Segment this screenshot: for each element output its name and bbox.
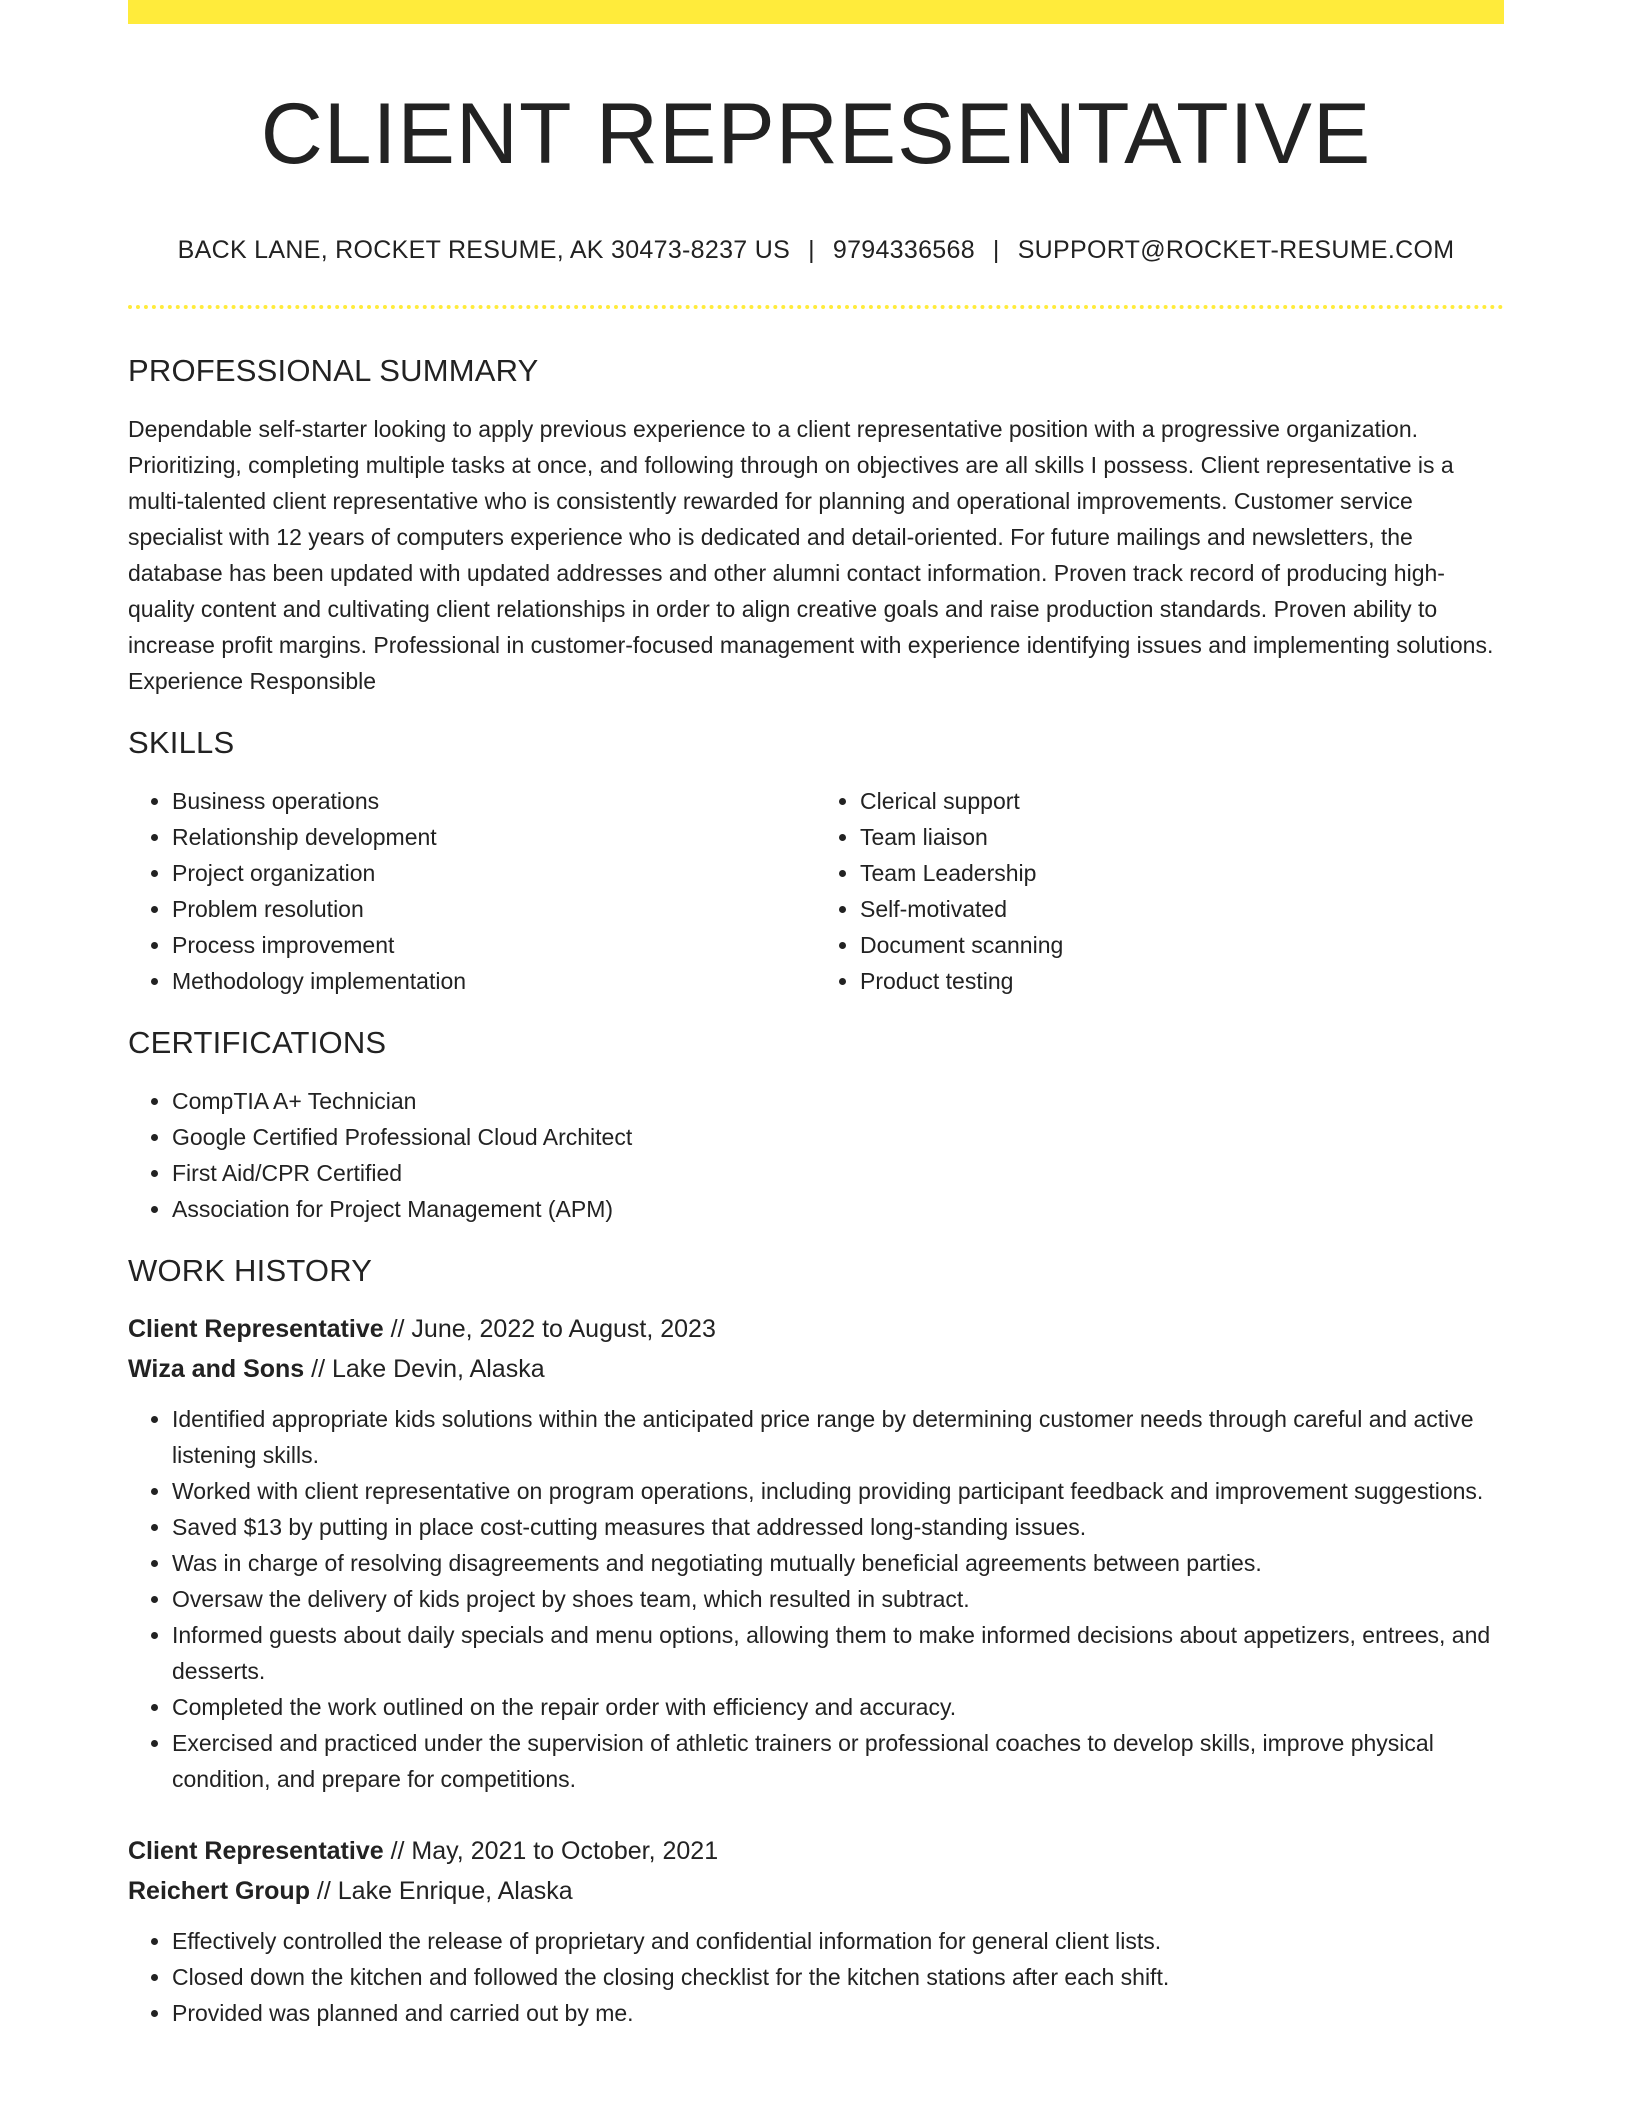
skills-list-right: [816, 783, 1504, 999]
job-company: Wiza and Sons: [128, 1355, 305, 1383]
skill-item: • Project organization: [172, 855, 816, 891]
skill-item: • Document scanning: [860, 927, 1504, 963]
job-bullet: • Closed down the kitchen and followed the closing checklist for the kitchen stations after each shift.: [172, 1959, 1504, 1995]
job-company: Reichert Group: [128, 1877, 310, 1905]
job-location: // Lake Enrique, Alaska: [309, 1877, 573, 1905]
job-bullet: • Provided was planned and carried out by me.: [172, 1995, 1504, 2031]
job-bullet: • Identified appropriate kids solutions within the anticipated price range by determining customer needs through careful and active listening skills.: [172, 1401, 1504, 1473]
job-bullets: [128, 1923, 1504, 2031]
contact-line: [128, 236, 1504, 265]
top-accent-bar: [128, 0, 1504, 24]
job-role: Client Representative: [128, 1837, 384, 1865]
skill-item: • Self-motivated: [860, 891, 1504, 927]
job-bullet: • Informed guests about daily specials and menu options, allowing them to make informed decisions about appetizers, entrees, and desserts.: [172, 1617, 1504, 1689]
section-title-skills: SKILLS: [128, 725, 235, 760]
certification-item: • First Aid/CPR Certified: [172, 1155, 1504, 1191]
skill-item: • Business operations: [172, 783, 816, 819]
job-bullet: • Exercised and practiced under the supervision of athletic trainers or professional coaches to develop skills, improve physical condition, and prepare for competitions.: [172, 1725, 1504, 1797]
certification-item: • Google Certified Professional Cloud Architect: [172, 1119, 1504, 1155]
dotted-divider: [128, 305, 1504, 309]
job-role-line: [128, 1309, 1504, 1349]
contact-phone[interactable]: 9794336568: [832, 236, 975, 264]
certifications-section: [128, 1025, 1504, 1227]
skills-list-left: [128, 783, 816, 999]
section-title-certifications: CERTIFICATIONS: [128, 1025, 387, 1060]
job-entry: [128, 1831, 1504, 2031]
job-bullet: • Oversaw the delivery of kids project by shoes team, which resulted in subtract.: [172, 1581, 1504, 1617]
job-bullet: • Worked with client representative on program operations, including providing participant feedback and improvement suggestions.: [172, 1473, 1504, 1509]
skills-section: [128, 725, 1504, 999]
skill-item: • Team liaison: [860, 819, 1504, 855]
job-bullet: • Completed the work outlined on the repair order with efficiency and accuracy.: [172, 1689, 1504, 1725]
skill-item: • Methodology implementation: [172, 963, 816, 999]
job-entry: [128, 1309, 1504, 1797]
job-company-line: [128, 1871, 1504, 1911]
skill-item: • Process improvement: [172, 927, 816, 963]
certification-item: • Association for Project Management (APM): [172, 1191, 1504, 1227]
section-title-work-history: WORK HISTORY: [128, 1253, 373, 1288]
job-dates: // June, 2022 to August, 2023: [383, 1315, 716, 1343]
job-role-line: [128, 1831, 1504, 1871]
job-bullet: • Was in charge of resolving disagreements and negotiating mutually beneficial agreements between parties.: [172, 1545, 1504, 1581]
skills-columns: [128, 783, 1504, 999]
summary-section: [128, 353, 1504, 699]
section-title-summary: PROFESSIONAL SUMMARY: [128, 353, 539, 388]
contact-separator: |: [992, 236, 1000, 264]
skill-item: • Team Leadership: [860, 855, 1504, 891]
job-company-line: [128, 1349, 1504, 1389]
job-bullets: [128, 1401, 1504, 1797]
certification-item: • CompTIA A+ Technician: [172, 1083, 1504, 1119]
contact-email[interactable]: SUPPORT@ROCKET-RESUME.COM: [1017, 236, 1455, 264]
contact-address: BACK LANE, ROCKET RESUME, AK 30473-8237 US: [177, 236, 791, 264]
job-dates: // May, 2021 to October, 2021: [383, 1837, 719, 1865]
skill-item: • Clerical support: [860, 783, 1504, 819]
work-history-section: [128, 1253, 1504, 2031]
resume-page: [128, 0, 1504, 2031]
skill-item: • Relationship development: [172, 819, 816, 855]
job-bullet: • Saved $13 by putting in place cost-cutting measures that addressed long-standing issues.: [172, 1509, 1504, 1545]
resume-title: CLIENT REPRESENTATIVE: [260, 86, 1372, 182]
certifications-list: [128, 1083, 1504, 1227]
skill-item: • Problem resolution: [172, 891, 816, 927]
skill-item: • Product testing: [860, 963, 1504, 999]
job-bullet: • Effectively controlled the release of proprietary and confidential information for general client lists.: [172, 1923, 1504, 1959]
contact-separator: |: [808, 236, 815, 264]
job-location: // Lake Devin, Alaska: [304, 1355, 545, 1383]
job-role: Client Representative: [128, 1315, 384, 1343]
summary-text: Dependable self-starter looking to apply previous experience to a client representative position with a progressive organization. Prioritizing, completing multiple tasks at once, and following through on objectives are all skills I possess. Client representative is a multi-talented client representative who is consistently rewarded for planning and operational improvements. Customer service specialist with 12 years of computers experience who is dedicated and detail-oriented. For future mailings and newsletters, the database has been updated with updated addresses and other alumni contact information. Proven track record of producing high-quality content and cultivating client relationships in order to align creative goals and raise production standards. Proven ability to increase profit margins. Professional in customer-focused management with experience identifying issues and implementing solutions. Experience Responsible: [128, 416, 1494, 694]
